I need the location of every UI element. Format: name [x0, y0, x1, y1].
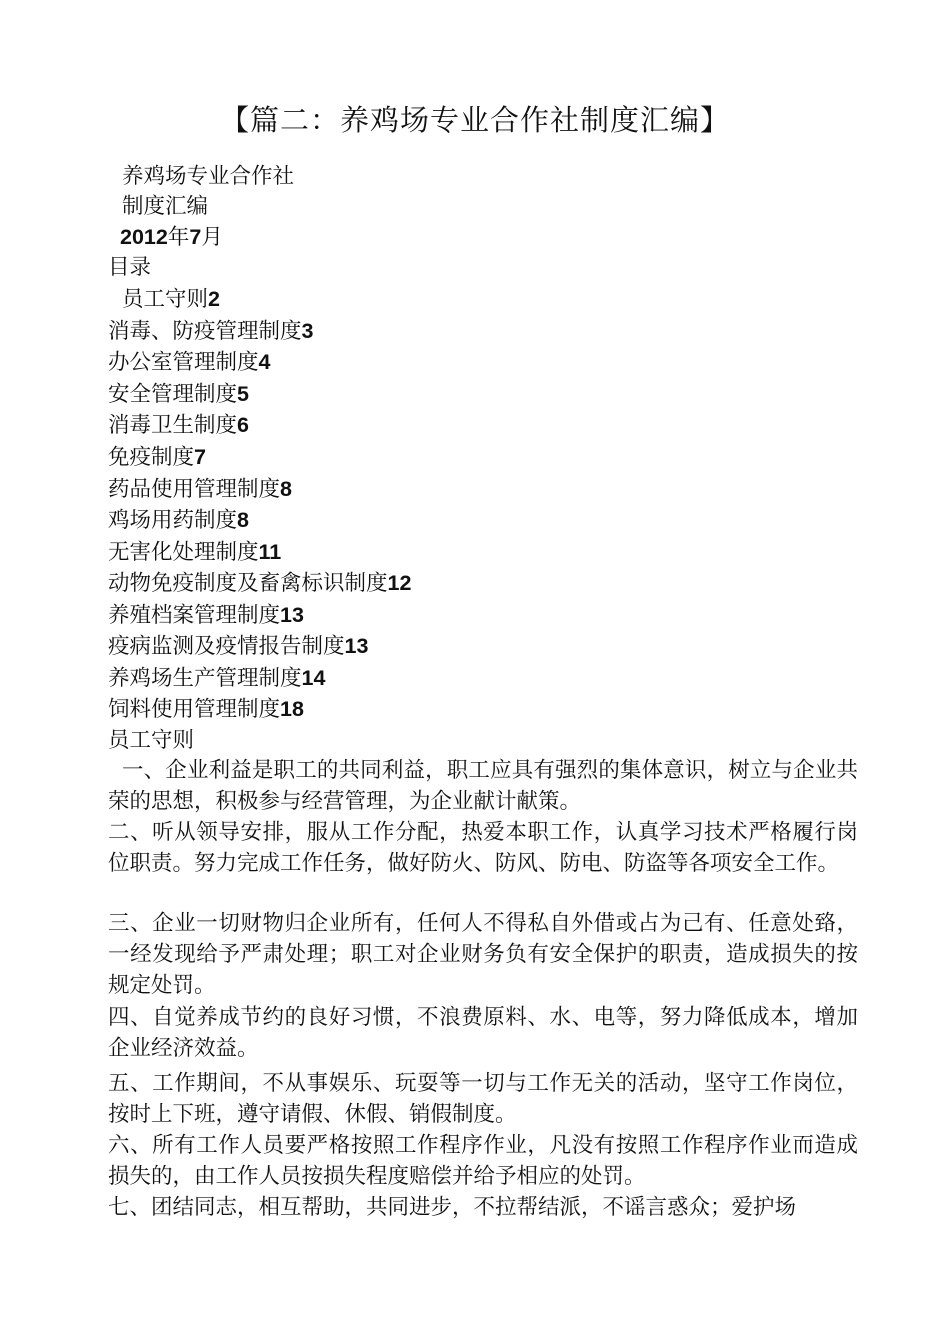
date-year-char: 年	[167, 225, 190, 250]
toc-item	[108, 663, 325, 694]
toc-item	[108, 379, 249, 410]
toc-item	[108, 568, 411, 599]
toc-item-page: 18	[280, 697, 304, 721]
toc-item	[108, 474, 292, 505]
section-heading: 员工守则	[108, 728, 195, 753]
toc-item-page: 8	[280, 477, 292, 501]
toc-item-label: 疫病监测及疫情报告制度	[108, 634, 345, 659]
toc-item-page: 14	[301, 666, 326, 690]
toc-item-label: 无害化处理制度	[108, 540, 259, 565]
paragraph: 四、自觉养成节约的良好习惯，不浪费原料、水、电等，努力降低成本，增加企业经济效益。	[108, 1005, 858, 1061]
document-title: 【篇二：养鸡场专业合作社制度汇编】	[219, 103, 730, 137]
toc-item-page: 8	[237, 508, 249, 532]
toc-item	[108, 537, 281, 568]
cover-doc-name: 制度汇编	[122, 194, 209, 219]
toc-item	[108, 694, 304, 725]
toc-item	[108, 442, 206, 473]
toc-item-label: 养鸡场生产管理制度	[108, 666, 302, 691]
toc-item-page: 12	[387, 571, 412, 595]
toc-item	[108, 410, 249, 441]
toc-item-label: 消毒、防疫管理制度	[108, 319, 302, 344]
toc-item	[108, 316, 313, 347]
toc-item	[108, 347, 270, 378]
toc-item-page: 2	[208, 287, 220, 311]
toc-item-page: 11	[258, 540, 282, 564]
toc-item-label: 消毒卫生制度	[108, 413, 238, 438]
paragraph: 六、所有工作人员要严格按照工作程序作业，凡没有按照工作程序作业而造成损失的，由工作人员按损失程度赔偿并给予相应的处罚。	[108, 1133, 858, 1189]
paragraph: 五、工作期间，不从事娱乐、玩耍等一切与工作无关的活动，坚守工作岗位，按时上下班，遵守请假、休假、销假制度。	[108, 1071, 858, 1127]
toc-item-label: 药品使用管理制度	[108, 477, 281, 502]
paragraph: 七、团结同志，相互帮助，共同进步，不拉帮结派，不谣言惑众；爱护场	[108, 1195, 797, 1220]
toc-item-page: 7	[194, 445, 206, 469]
date-year: 2012	[120, 225, 168, 249]
toc-item-label: 员工守则	[122, 287, 209, 312]
toc-item	[108, 631, 368, 662]
toc-item-page: 6	[237, 413, 249, 437]
toc-item-page: 5	[237, 382, 249, 406]
date-month-char: 月	[201, 225, 223, 250]
toc-heading: 目录	[108, 255, 152, 280]
paragraph: 二、听从领导安排，服从工作分配，热爱本职工作，认真学习技术严格履行岗位职责。努力完成工作任务，做好防火、防风、防电、防盗等各项安全工作。	[108, 820, 858, 876]
toc-item	[122, 284, 220, 315]
toc-item-label: 养殖档案管理制度	[108, 603, 281, 628]
date-month: 7	[189, 225, 202, 249]
toc-item-page: 3	[301, 319, 314, 343]
toc-item	[108, 600, 304, 631]
toc-item-label: 办公室管理制度	[108, 350, 259, 375]
toc-item-page: 13	[280, 603, 304, 627]
paragraph	[108, 755, 858, 817]
toc-item-label: 安全管理制度	[108, 382, 238, 407]
toc-item-label: 鸡场用药制度	[108, 508, 238, 533]
toc-item-page: 4	[258, 350, 271, 374]
toc-item-label: 动物免疫制度及畜禽标识制度	[108, 571, 388, 596]
cover-org-name: 养鸡场专业合作社	[122, 164, 295, 189]
toc-item-page: 13	[344, 634, 369, 658]
paragraph-text: 一、企业利益是职工的共同利益，职工应具有强烈的集体意识，树立与企业共荣的思想，积极参与经营管理，为企业献计献策。	[108, 758, 858, 814]
toc-item-label: 饲料使用管理制度	[108, 697, 281, 722]
paragraph: 三、企业一切财物归企业所有，任何人不得私自外借或占为己有、任意处臵，一经发现给予严肃处理；职工对企业财务负有安全保护的职责，造成损失的按规定处罚。	[108, 911, 858, 998]
toc-item-label: 免疫制度	[108, 445, 195, 470]
cover-date	[120, 222, 223, 253]
toc-item	[108, 505, 249, 536]
